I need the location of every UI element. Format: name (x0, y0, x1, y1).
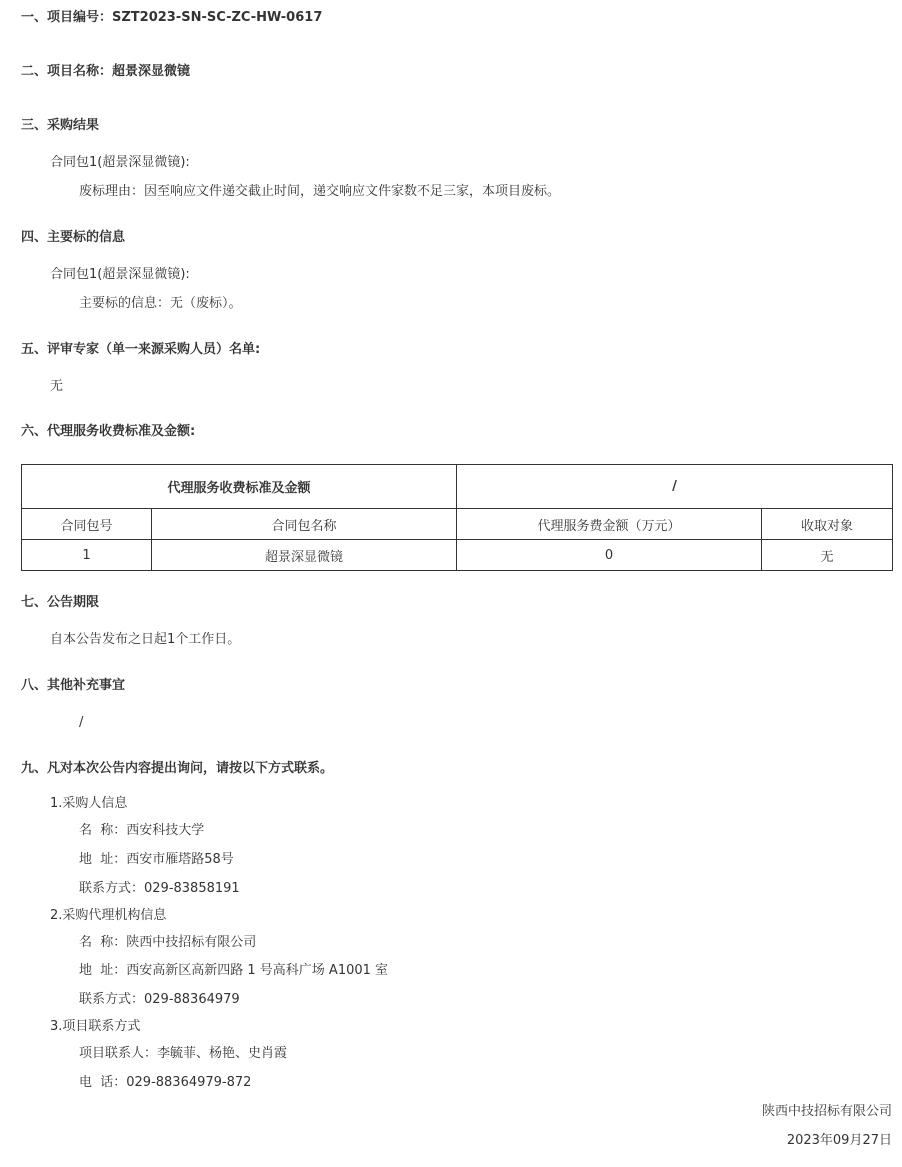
section-9-title: 九、凡对本次公告内容提出询问，请按以下方式联系。 (21, 761, 334, 776)
section-3-title: 三、采购结果 (21, 118, 100, 133)
cell-payer: 无 (762, 540, 893, 571)
footer-company: 陕西中技招标有限公司 (761, 1104, 892, 1119)
fee-table (21, 464, 893, 571)
purchaser-address: 地 址：西安市雁塔路58号 (79, 852, 234, 867)
project-contact-title: 3.项目联系方式 (50, 1019, 141, 1034)
column-header-payer: 收取对象 (762, 509, 893, 540)
section-7-value: 自本公告发布之日起1个工作日。 (50, 632, 241, 647)
project-contact-phone: 电 话：029-88364979-872 (79, 1075, 252, 1090)
section-3-package: 合同包1(超景深显微镜): (50, 155, 190, 170)
section-5-value: 无 (50, 379, 64, 394)
section-8-value: / (79, 715, 84, 730)
project-name-value: 超景深显微镜 (112, 64, 191, 79)
section-8-title: 八、其他补充事宜 (21, 678, 126, 693)
fee-table-header-row (22, 465, 893, 509)
section-2-label: 二、项目名称： (21, 64, 113, 79)
agency-contact: 联系方式：029-88364979 (79, 992, 240, 1007)
fee-table-column-row (22, 509, 893, 540)
purchaser-contact: 联系方式：029-83858191 (79, 881, 240, 896)
project-number-value: SZT2023-SN-SC-ZC-HW-0617 (112, 10, 323, 25)
section-project-name (21, 63, 190, 81)
table-row (22, 540, 893, 571)
column-header-package-no: 合同包号 (22, 509, 152, 540)
section-project-number (21, 9, 322, 27)
column-header-fee-amount: 代理服务费金额（万元） (457, 509, 762, 540)
section-4-package: 合同包1(超景深显微镜): (50, 267, 190, 282)
cell-package-name: 超景深显微镜 (152, 540, 457, 571)
section-1-label: 一、项目编号： (21, 10, 113, 25)
section-6-title: 六、代理服务收费标准及金额: (21, 424, 196, 439)
agency-name: 名 称：陕西中技招标有限公司 (79, 935, 257, 950)
cell-package-no: 1 (22, 540, 152, 571)
project-contact-people: 项目联系人：李毓菲、杨艳、史肖霞 (79, 1046, 288, 1061)
section-4-info: 主要标的信息：无（废标）。 (79, 296, 242, 311)
fee-table-header-label: 代理服务收费标准及金额 (22, 465, 457, 509)
section-7-title: 七、公告期限 (21, 595, 100, 610)
column-header-package-name: 合同包名称 (152, 509, 457, 540)
purchaser-name: 名 称：西安科技大学 (79, 823, 205, 838)
footer-date: 2023年09月27日 (786, 1133, 892, 1148)
purchaser-info-title: 1.采购人信息 (50, 796, 128, 811)
agency-info-title: 2.采购代理机构信息 (50, 908, 167, 923)
agency-address: 地 址：西安高新区高新四路 1 号高科广场 A1001 室 (79, 963, 389, 978)
cell-fee-amount: 0 (457, 540, 762, 571)
section-3-reason: 废标理由：因至响应文件递交截止时间，递交响应文件家数不足三家，本项目废标。 (79, 184, 561, 199)
section-5-title: 五、评审专家（单一来源采购人员）名单: (21, 342, 261, 357)
fee-table-header-value: / (457, 465, 893, 509)
section-4-title: 四、主要标的信息 (21, 230, 126, 245)
